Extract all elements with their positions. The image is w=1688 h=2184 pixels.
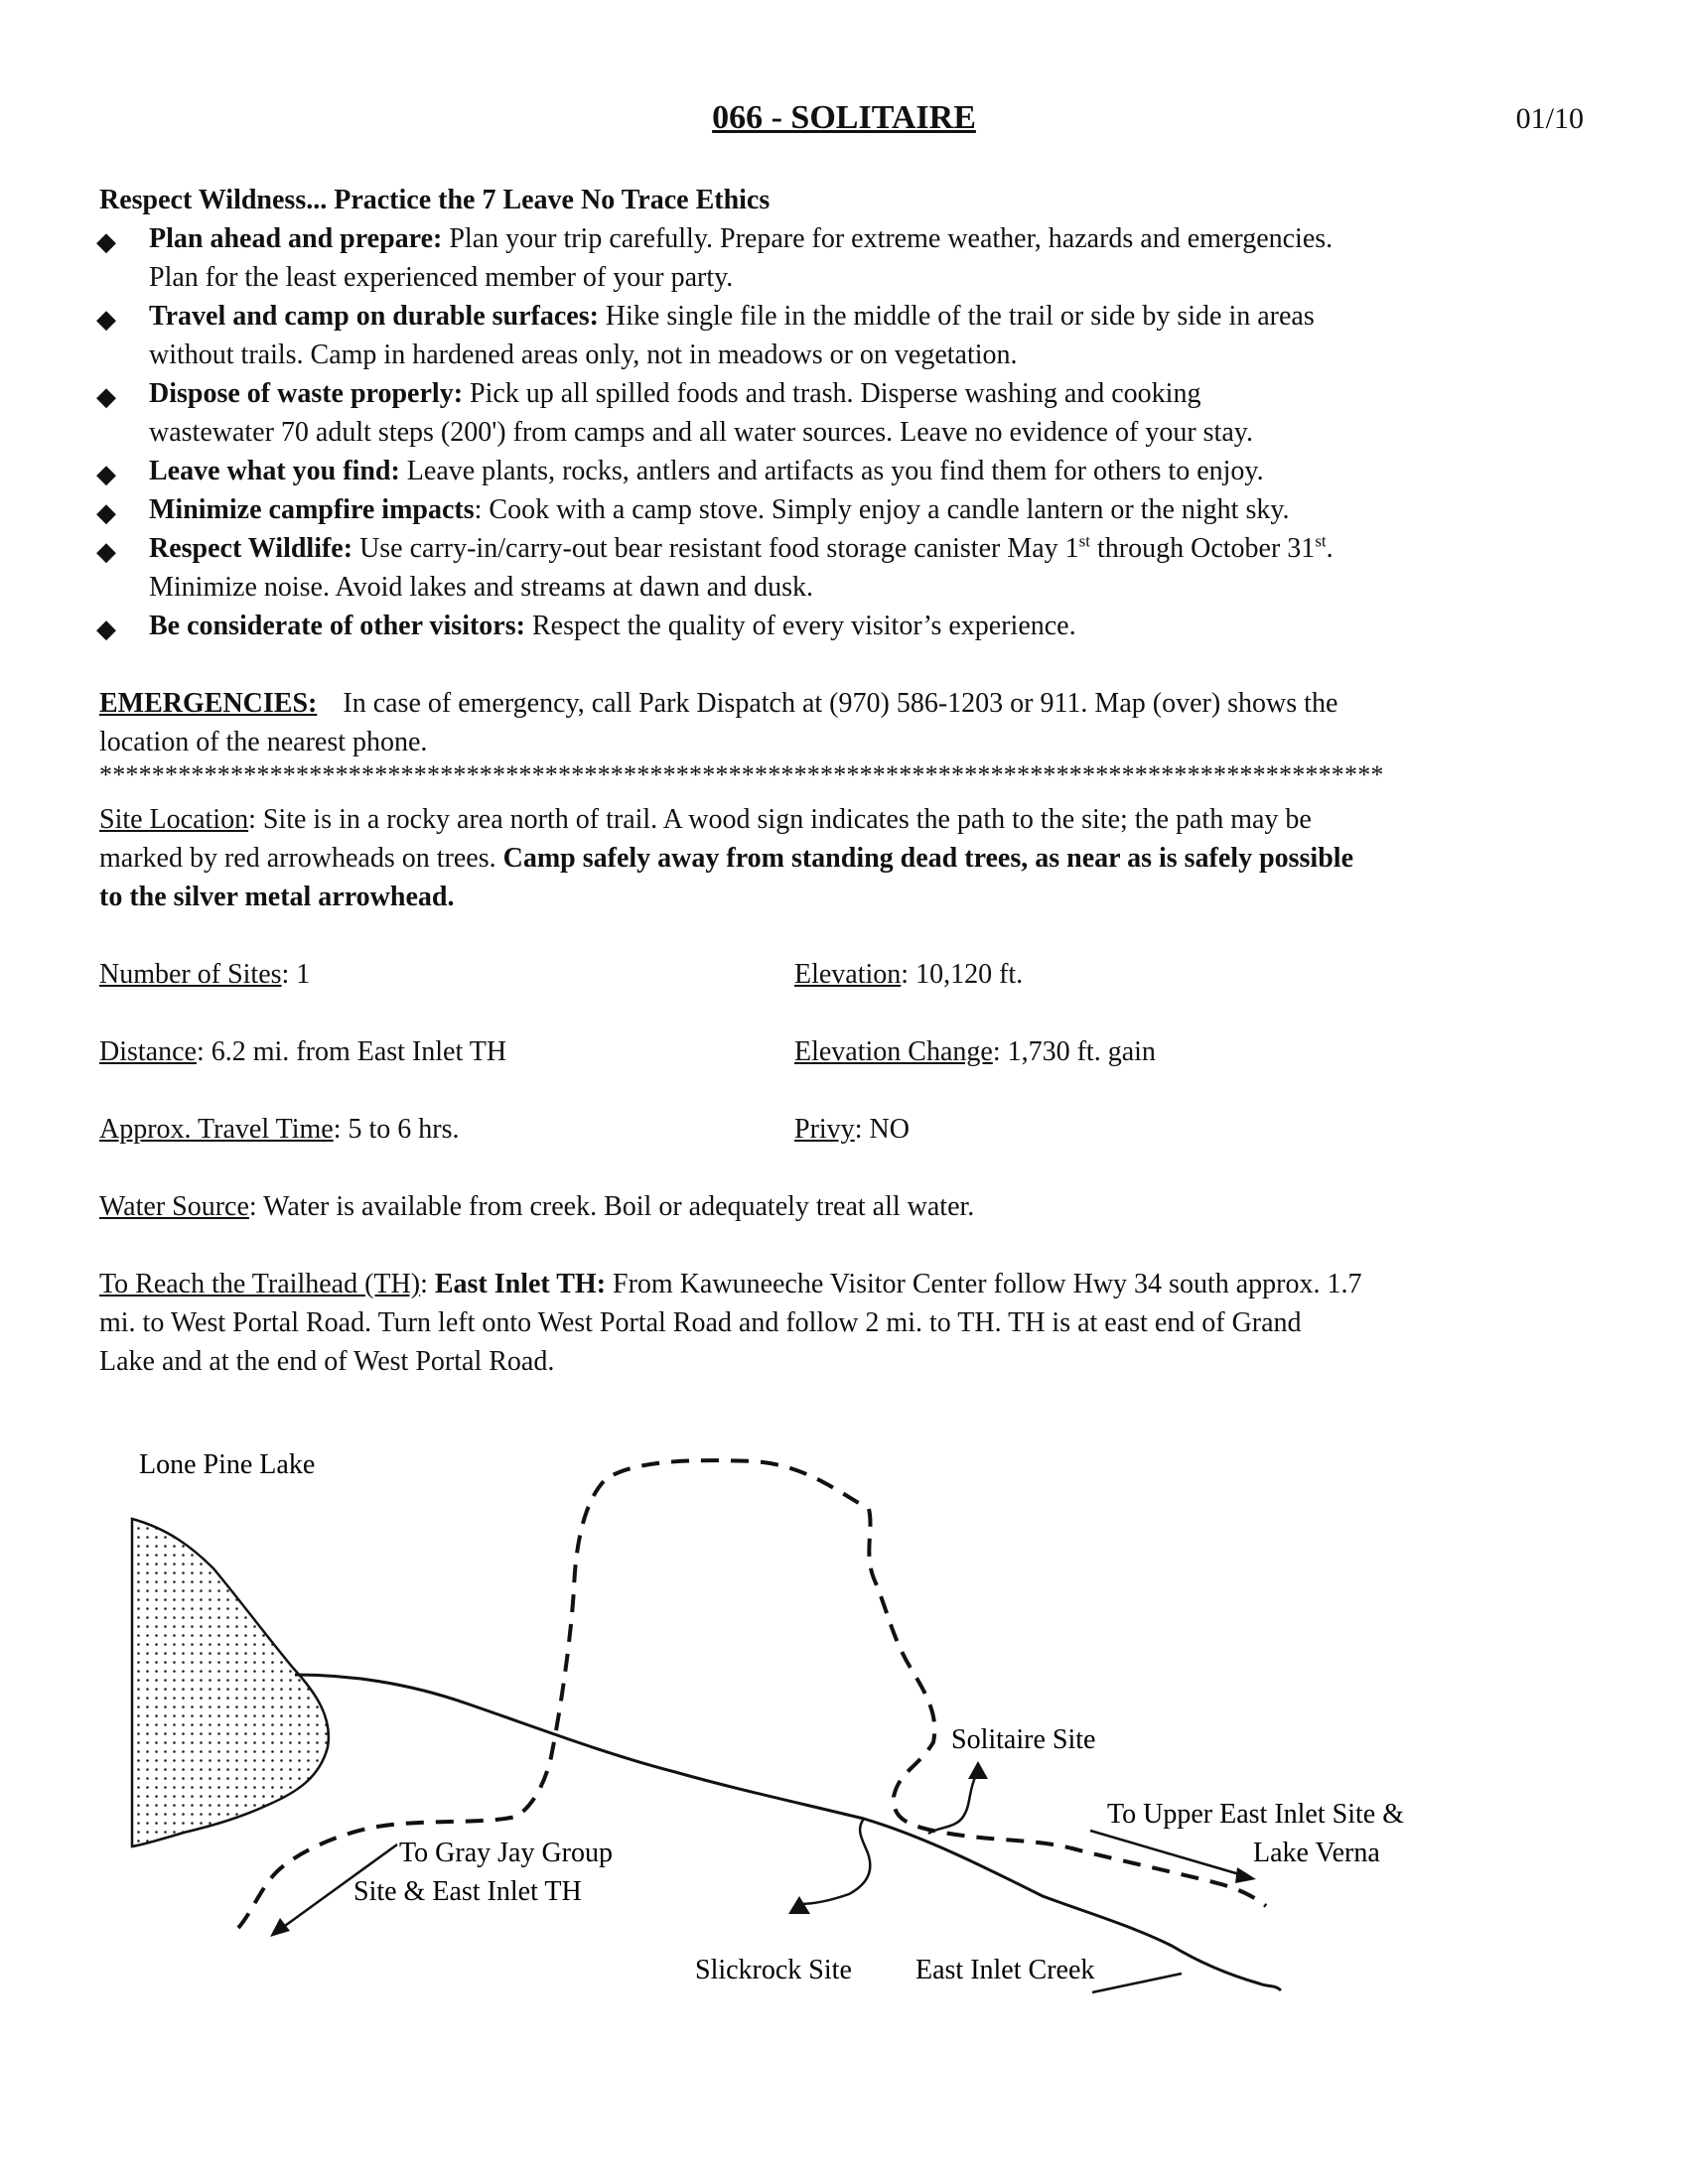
map-label-gray-jay-1: To Gray Jay Group	[399, 1838, 613, 1868]
upper-east-inlet-arrow-head-icon	[1235, 1867, 1256, 1883]
separator-asterisks: **************************************************************************************************	[99, 760, 1384, 789]
lnt-item-wildlife: Respect Wildlife: Use carry-in/carry-out bear resistant food storage canister May 1st through October 31st.	[149, 531, 1334, 564]
elevation: Elevation: 10,120 ft.	[794, 959, 1024, 990]
page-title: 066 - SOLITAIRE	[712, 99, 976, 136]
privy: Privy: NO	[794, 1114, 910, 1145]
lnt-heading: Respect Wildness... Practice the 7 Leave No Trace Ethics	[99, 185, 771, 215]
bullet-diamond-icon: ◆	[96, 614, 116, 643]
emergencies-line-cont: location of the nearest phone.	[99, 727, 428, 757]
trailhead-line: To Reach the Trailhead (TH): East Inlet TH: From Kawuneeche Visitor Center follow Hwy 34 south approx. 1.7	[99, 1269, 1362, 1299]
water-source: Water Source: Water is available from creek. Boil or adequately treat all water.	[99, 1191, 975, 1222]
map-label-solitaire-site: Solitaire Site	[951, 1724, 1096, 1755]
bullet-diamond-icon: ◆	[96, 498, 116, 527]
map-label-east-inlet-creek: East Inlet Creek	[915, 1955, 1095, 1985]
bullet-diamond-icon: ◆	[96, 305, 116, 334]
creek-bank-line	[1092, 1974, 1182, 1992]
trailhead-line3: Lake and at the end of West Portal Road.	[99, 1346, 555, 1377]
east-inlet-creek-line	[295, 1675, 1281, 1990]
lnt-item-travel-cont: without trails. Camp in hardened areas only, not in meadows or on vegetation.	[149, 340, 1018, 370]
map-label-gray-jay-2: Site & East Inlet TH	[353, 1876, 582, 1907]
lone-pine-lake-shape	[132, 1519, 329, 1846]
main-trail-dashed	[238, 1460, 1266, 1928]
travel-time: Approx. Travel Time: 5 to 6 hrs.	[99, 1114, 460, 1145]
map-label-slickrock-site: Slickrock Site	[695, 1955, 852, 1985]
emergencies-line: EMERGENCIES: In case of emergency, call Park Dispatch at (970) 586-1203 or 911. Map (over) shows the	[99, 688, 1338, 719]
solitaire-site-triangle-icon	[968, 1761, 988, 1779]
bullet-diamond-icon: ◆	[96, 227, 116, 256]
trail-map	[0, 1390, 1688, 2085]
distance: Distance: 6.2 mi. from East Inlet TH	[99, 1036, 507, 1067]
lnt-item-waste: Dispose of waste properly: Pick up all spilled foods and trash. Disperse washing and cooking	[149, 378, 1201, 409]
gray-jay-arrow-head-icon	[270, 1918, 290, 1937]
lnt-item-travel: Travel and camp on durable surfaces: Hike single file in the middle of the trail or side by side in areas	[149, 301, 1315, 332]
lnt-item-campfire: Minimize campfire impacts: Cook with a camp stove. Simply enjoy a candle lantern or the night sky.	[149, 494, 1290, 525]
lnt-item-plan-cont: Plan for the least experienced member of your party.	[149, 262, 734, 293]
revision-date: 01/10	[1515, 102, 1584, 135]
slickrock-spur-path	[799, 1819, 870, 1904]
elevation-change: Elevation Change: 1,730 ft. gain	[794, 1036, 1156, 1067]
site-location-line2: marked by red arrowheads on trees. Camp safely away from standing dead trees, as near as is safely possible	[99, 843, 1353, 874]
trailhead-line2: mi. to West Portal Road. Turn left onto West Portal Road and follow 2 mi. to TH. TH is at east end of Grand	[99, 1307, 1302, 1338]
bullet-diamond-icon: ◆	[96, 460, 116, 488]
bullet-diamond-icon: ◆	[96, 537, 116, 566]
lnt-item-leave: Leave what you find: Leave plants, rocks, antlers and artifacts as you find them for others to enjoy.	[149, 456, 1264, 486]
lnt-item-visitors: Be considerate of other visitors: Respect the quality of every visitor’s experience.	[149, 611, 1076, 641]
map-label-lone-pine-lake: Lone Pine Lake	[139, 1449, 316, 1480]
lnt-item-wildlife-cont: Minimize noise. Avoid lakes and streams at dawn and dusk.	[149, 572, 814, 603]
solitaire-spur-path	[928, 1775, 976, 1834]
site-location-line3: to the silver metal arrowhead.	[99, 882, 455, 912]
slickrock-site-triangle-icon	[788, 1896, 810, 1914]
site-location-line: Site Location: Site is in a rocky area north of trail. A wood sign indicates the path to the site; the path may be	[99, 804, 1312, 835]
bullet-diamond-icon: ◆	[96, 382, 116, 411]
map-label-upper-east-inlet-1: To Upper East Inlet Site &	[1107, 1799, 1404, 1830]
lnt-item-plan: Plan ahead and prepare: Plan your trip carefully. Prepare for extreme weather, hazards and emergencies.	[149, 223, 1334, 254]
number-of-sites: Number of Sites: 1	[99, 959, 311, 990]
map-label-upper-east-inlet-2: Lake Verna	[1253, 1838, 1380, 1868]
lnt-item-waste-cont: wastewater 70 adult steps (200') from camps and all water sources. Leave no evidence of your stay.	[149, 417, 1253, 448]
